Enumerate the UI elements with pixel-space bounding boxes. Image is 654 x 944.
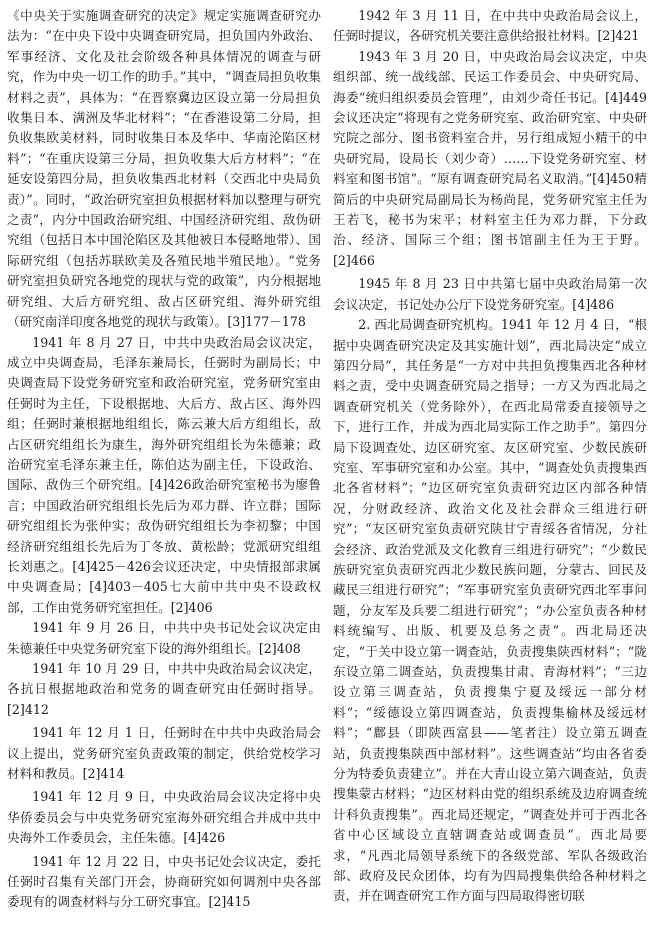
paragraph-1941-09-26: 1941 年 9 月 26 日，中共中央书记处会议决定由朱德兼任中央党务研究室下设的海外组组长。[2]408 [7, 620, 321, 656]
left-column [7, 6, 321, 942]
paragraph-1941-10-29: 1941 年 10 月 29 日，中共中央政治局会议决定，各抗日根据地政治和党务的调查研究由任弼时指导。[2]412 [7, 661, 321, 717]
paragraph-1943-03-20: 1943 年 3 月 20 日，中央政治局会议决定，中央组织部、统一战线部、民运工作委员会、中央研究局、海委“统归组织委员会管理”，由刘少奇任书记。[4]449会议还决定“将现有之党务研究室、政治研究室、中央研究院之部分、图书资料室合并，另行组成短小精干的中央研究局，设局长（刘少奇）……下设党务研究室、材料室和图书馆”。“原有调查研究局名义取消。”[4]450精简后的中央研究局副局长为杨尚昆，党务研究室主任为王若飞，秘书为宋平；材料室主任为邓力群，下分政治、经济、国际三个组；图书馆副主任为王于野。[2]466 [333, 48, 647, 268]
paragraph-1941-12-09: 1941 年 12 月 9 日，中央政治局会议决定将中央华侨委员会与中央党务研究室海外研究组合并成中共中央海外工作委员会，主任朱德。[4]426 [7, 789, 321, 846]
paragraph-1945-08-23: 1945 年 8 月 23 日中共第七届中央政治局第一次会议决定，书记处办公厅下设党务研究室。[4]486 [333, 276, 647, 312]
paragraph-1941-08-27: 1941 年 8 月 27 日，中共中央政治局会议决定，成立中央调查局，毛泽东兼局长，任弼时为副局长；中央调查局下设党务研究室和政治研究室，党务研究室由任弼时为主任，下设根据地、大后方、敌占区、海外四组；任弼时兼根据地组组长，陈云兼大后方组组长，敌占区研究组组长为康生，海外研究组组长为朱德兼；政治研究室毛泽东兼主任，陈伯达为副主任，下设政治、国际、敌伪三个研究组。[4]426政治研究室秘书为廖鲁言；中国政治研究组组长先后为邓力群、许立群；国际研究组组长为张仲实；敌伪研究组组长为李初黎；中国经济研究组组长先后为丁冬放、黄松龄；党派研究组组长刘惠之。[4]425－426会议还决定，中央情报部隶属中央调查局；[4]403－405七大前中共中央不设政权部，工作由党务研究室担任。[2]406 [7, 334, 321, 615]
paragraph-1942-03-11: 1942 年 3 月 11 日，在中共中央政治局会议上，任弼时提议，各研究机关要注意供给报社材料。[2]421 [333, 8, 647, 44]
paragraph-1941-12-01: 1941 年 12 月 1 日，任弼时在中共中央政治局会议上提出，党务研究室负责政策的制定，供给党校学习材料和教员。[2]414 [7, 725, 321, 782]
paragraph-implementation-measures: 《中央关于实施调查研究的决定》规定实施调查研究办法为：“在中央下设中央调查研究局，担负国内外政治、军事经济、文化及社会阶级各种具体情况的调查与研究，作为中央一切工作的助手。”其中，“调查局担负收集材料之责”，具体为：“在晋察冀边区设立第一分局担负收集日本、满洲及华北材料”；“在香港设第二分局，担负收集欧美材料，同时收集日本及华中、华南沦陷区材料”；“在重庆设第三分局，担负收集大后方材料”；“在延安设第四分局，担负收集西北材料（交西北中央局负责）”。同时，“政治研究室担负根据材料加以整理与研究之责”，内分中国政治研究组、中国经济研究组、敌伪研究组（包括日本中国沦陷区及其他被日本侵略地带）、国际研究组（包括苏联欧美及各殖民地半殖民地）。“党务研究室担负研究各地党的现状与党的政策”，内分根据地研究组、大后方研究组、敌占区研究组、海外研究组（研究南洋印度各地党的现状与政策）。[3]177－178 [7, 8, 321, 330]
paragraph-northwest-bureau-research: 2. 西北局调查研究机构。1941 年 12 月 4 日，“根据中央调查研究决定及其实施计划”，西北局决定“成立第四分局”，其任务是“一方对中共担负搜集西北各种材料之责，受中央调查研究局之指导；一方又为西北局之调查研究机关（党务除外），在西北局常委直接领导之下，进行工作，并成为西北局实际工作之助手”。第四分局下设调查处、边区研究室、友区研究室、少数民族研究室、军事研究室和办公室。其中，“调查处负责搜集西北各省材料”；“边区研究室负责研究边区内部各种情况，分财政经济、政治文化及社会群众三组进行研究”；“友区研究室负责研究陕甘宁青绥各省情况，分社会经济、政治党派及文化教育三组进行研究”；“少数民族研究室负责研究西北少数民族问题，分蒙古、回民及藏民三组进行研究”；“军事研究室负责研究西北军事问题，分友军及兵要二组进行研究”；“办公室负责各种材料统编写、出版、机要及总务之责”。西北局还决定，“于关中设立第一调查站，负责搜集陕西材料”；“陇东设立第二调查站，负责搜集甘肃、青海材料”；“三边设立第三调查站，负责搜集宁夏及绥远一部分材料”；“绥德设立第四调查站，负责搜集榆林及绥远材料”；“鄜县（即陕西富县——笔者注）设立第五调查站，负责搜集陕西中部材料”。这些调查站“均由各省委分为特委负责建立”。并在大青山设立第六调查站，负责搜集蒙古材料；“边区材料由党的组织系统及边府调查统计科负责搜集”。西北局还规定，“调查处并可于西北各省中心区域设立直辖调查站或调查员”。西北局要求，“凡西北局领导系统下的各级党部、军队各级政治部、政府及民众团体，均有为四局搜集供给各种材料之责，并在调查研究工作方面与四局取得密切联 [333, 317, 647, 904]
right-column [333, 6, 647, 942]
paragraph-1941-12-22: 1941 年 12 月 22 日，中央书记处会议决定，委托任弼时召集有关部门开会，协商研究如何调剂中央各部委现有的调查材料与分工研究事宜。[2]415 [7, 853, 321, 910]
